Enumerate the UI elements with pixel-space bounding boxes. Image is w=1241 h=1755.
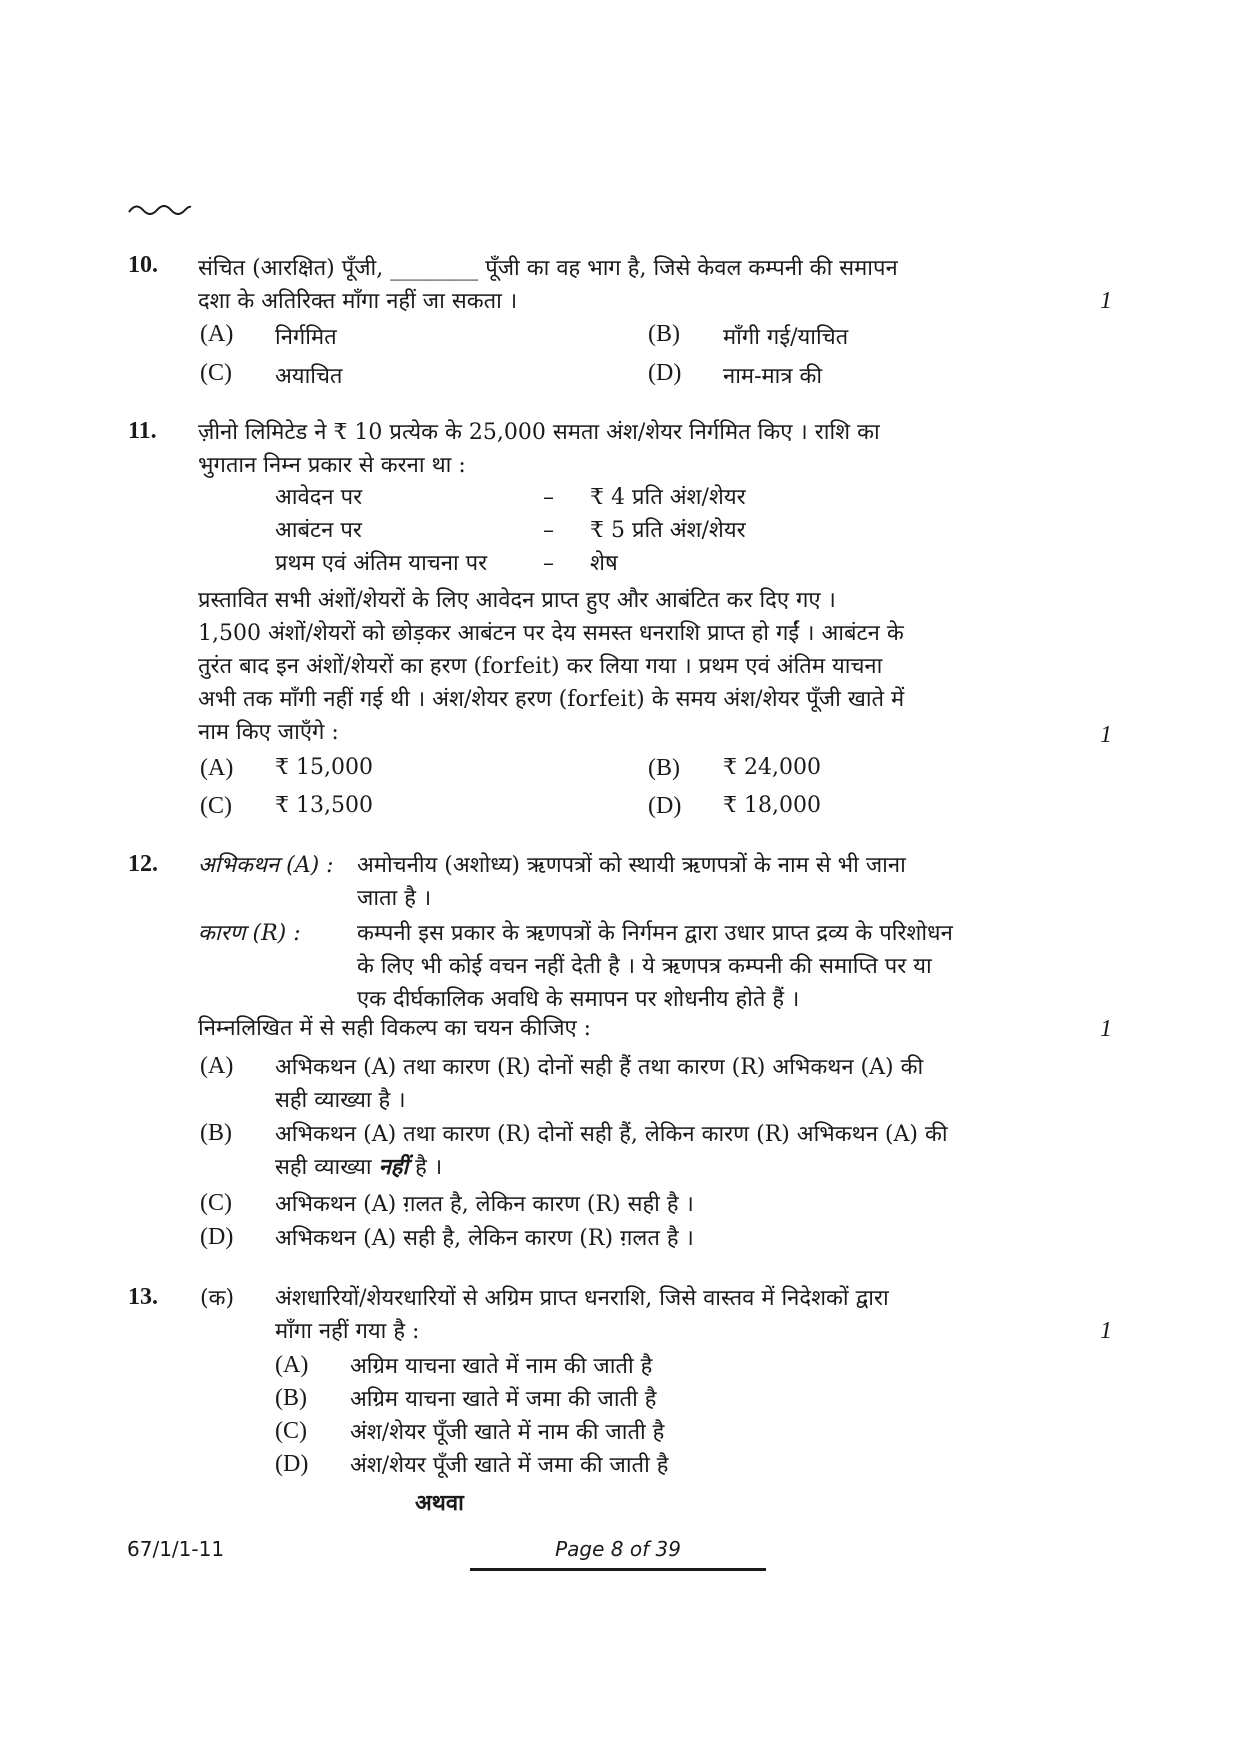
option-text: अभिकथन (A) सही है, लेकिन कारण (R) ग़लत है ।: [275, 1226, 694, 1251]
question-paragraph: नाम किए जाएँगे :: [198, 720, 339, 745]
question-paragraph: अभी तक माँगी नहीं गई थी । अंश/शेयर हरण (forfeit) के समय अंश/शेयर पूँजी खाते में: [198, 687, 905, 712]
question-number: 12.: [128, 851, 158, 877]
question-text: अंशधारियों/शेयरधारियों से अग्रिम प्राप्त धनराशि, जिसे वास्तव में निदेशकों द्वारा: [275, 1286, 889, 1311]
marks: 1: [1100, 288, 1112, 314]
reason-text: कम्पनी इस प्रकार के ऋणपत्रों के निर्गमन द्वारा उधार प्राप्त द्रव्य के परिशोधन: [357, 921, 953, 946]
option-text: ₹ 13,500: [275, 793, 373, 818]
option-label: (A): [200, 321, 234, 347]
option-label: (A): [275, 1352, 309, 1378]
schedule-amount: ₹ 4 प्रति अंश/शेयर: [590, 485, 746, 510]
assertion-text: जाता है ।: [357, 886, 432, 911]
assertion-text: अमोचनीय (अशोध्य) ऋणपत्रों को स्थायी ऋणपत्रों के नाम से भी जाना: [357, 853, 906, 878]
or-separator: अथवा: [415, 1490, 464, 1516]
option-text: अंश/शेयर पूँजी खाते में जमा की जाती है: [350, 1453, 669, 1478]
sub-question-label: (क): [200, 1286, 235, 1311]
question-text: माँगा नहीं गया है :: [275, 1319, 420, 1344]
option-text: ₹ 18,000: [723, 793, 821, 818]
schedule-dash: –: [543, 518, 554, 543]
option-text: सही व्याख्या है ।: [275, 1088, 406, 1113]
schedule-amount: ₹ 5 प्रति अंश/शेयर: [590, 518, 746, 543]
option-text: ₹ 15,000: [275, 755, 373, 780]
wave-mark-icon: [127, 198, 193, 220]
question-paragraph: प्रस्तावित सभी अंशों/शेयरों के लिए आवेदन प्राप्त हुए और आबंटित कर दिए गए ।: [198, 588, 836, 613]
question-paragraph: 1,500 अंशों/शेयरों को छोड़कर आबंटन पर देय समस्त धनराशि प्राप्त हो गईं । आबंटन के: [198, 621, 904, 646]
schedule-item: आवेदन पर: [275, 485, 363, 510]
option-text: नाम-मात्र की: [723, 364, 823, 389]
reason-label: कारण (R) :: [198, 921, 301, 946]
question-paragraph: तुरंत बाद इन अंशों/शेयरों का हरण (forfeit) कर लिया गया । प्रथम एवं अंतिम याचना: [198, 654, 883, 679]
option-label: (D): [648, 360, 682, 386]
option-label: (A): [200, 1053, 234, 1079]
option-label: (A): [200, 755, 234, 781]
option-text-part: है ।: [415, 1155, 443, 1180]
footer-rule: [470, 1568, 766, 1571]
option-text: अभिकथन (A) तथा कारण (R) दोनों सही हैं, लेकिन कारण (R) अभिकथन (A) की: [275, 1122, 948, 1147]
option-text: अग्रिम याचना खाते में जमा की जाती है: [350, 1387, 657, 1412]
question-text: संचित (आरक्षित) पूँजी, ________ पूँजी का वह भाग है, जिसे केवल कम्पनी की समापन: [198, 256, 898, 281]
paper-code: 67/1/1-11: [127, 1537, 225, 1561]
option-label: (D): [648, 793, 682, 819]
question-number: 11.: [128, 418, 157, 444]
option-label: (B): [648, 755, 680, 781]
question-number: 10.: [128, 252, 158, 278]
option-label: (C): [200, 793, 232, 819]
instruction-text: निम्नलिखित में से सही विकल्प का चयन कीजिए :: [198, 1016, 592, 1041]
question-text: दशा के अतिरिक्त माँगा नहीं जा सकता ।: [198, 289, 518, 314]
schedule-dash: –: [543, 551, 554, 576]
schedule-item: आबंटन पर: [275, 518, 362, 543]
schedule-dash: –: [543, 485, 554, 510]
option-text: निर्गमित: [275, 325, 337, 350]
option-label: (B): [200, 1120, 232, 1146]
option-text: अंश/शेयर पूँजी खाते में नाम की जाती है: [350, 1420, 665, 1445]
question-number: 13.: [128, 1284, 158, 1310]
question-text: भुगतान निम्न प्रकार से करना था :: [198, 453, 466, 478]
page-number: Page 8 of 39: [555, 1537, 681, 1561]
schedule-amount: शेष: [590, 551, 618, 576]
marks: 1: [1100, 722, 1112, 748]
option-text: अग्रिम याचना खाते में नाम की जाती है: [350, 1354, 653, 1379]
option-label: (C): [275, 1418, 307, 1444]
option-label: (C): [200, 1190, 232, 1216]
assertion-label: अभिकथन (A) :: [198, 853, 334, 878]
option-label: (D): [275, 1451, 309, 1477]
schedule-item: प्रथम एवं अंतिम याचना पर: [275, 551, 488, 576]
option-text: अभिकथन (A) ग़लत है, लेकिन कारण (R) सही है ।: [275, 1192, 694, 1217]
option-label: (C): [200, 360, 232, 386]
option-label: (B): [275, 1385, 307, 1411]
reason-text: एक दीर्घकालिक अवधि के समापन पर शोधनीय होते हैं ।: [357, 987, 800, 1012]
option-text: अभिकथन (A) तथा कारण (R) दोनों सही हैं तथा कारण (R) अभिकथन (A) की: [275, 1055, 924, 1080]
option-text: [275, 1151, 442, 1184]
option-label: (D): [200, 1224, 234, 1250]
option-text: ₹ 24,000: [723, 755, 821, 780]
reason-text: के लिए भी कोई वचन नहीं देती है । ये ऋणपत्र कम्पनी की समाप्ति पर या: [357, 954, 932, 979]
marks: 1: [1100, 1318, 1112, 1344]
question-text: ज़ीनो लिमिटेड ने ₹ 10 प्रत्येक के 25,000 समता अंश/शेयर निर्गमित किए । राशि का: [198, 420, 880, 445]
option-label: (B): [648, 321, 680, 347]
emphasis-text: नहीं: [378, 1154, 409, 1180]
option-text: अयाचित: [275, 364, 343, 389]
option-text-part: सही व्याख्या: [275, 1155, 372, 1180]
option-text: माँगी गई/याचित: [723, 325, 849, 350]
marks: 1: [1100, 1016, 1112, 1042]
